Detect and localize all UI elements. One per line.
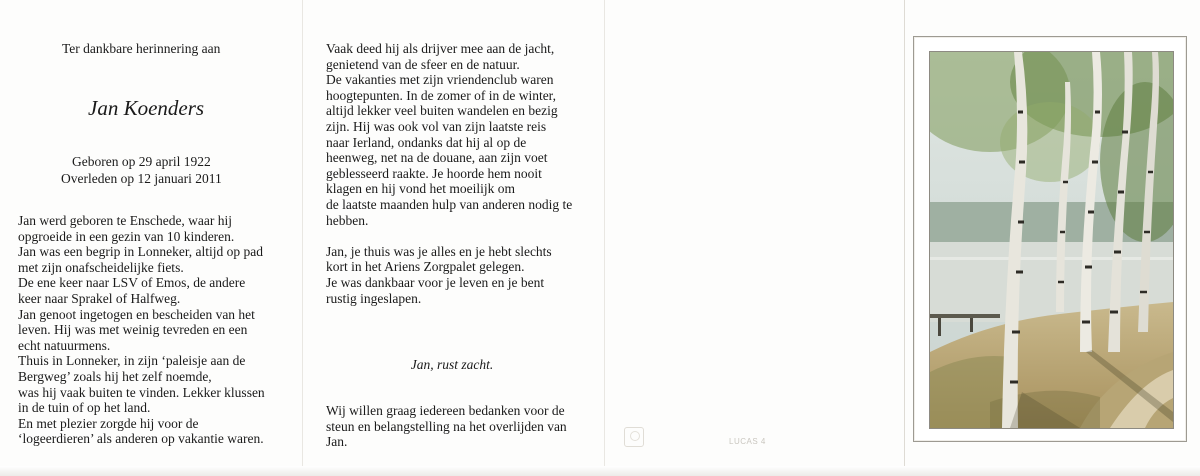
bio-line: De ene keer naar LSV of Emos, de andere — [18, 275, 246, 291]
story-line: Vaak deed hij als drijver mee aan de jacht, — [326, 41, 555, 56]
bio-line: opgroeide in een gezin van 10 kinderen. — [18, 228, 235, 244]
rest-in-peace-line: Jan, rust zacht. — [410, 357, 494, 372]
bio-line: En met plezier zorgde hij voor de — [18, 415, 199, 431]
story-line: altijd lekker veel buiten wandelen en bezig — [326, 103, 558, 119]
bio-line: keer naar Sprakel of Halfweg. — [18, 290, 181, 306]
story-line: geblesseerd raakte. Je hoorde hem nooit — [326, 165, 542, 181]
bio-line: Bergweg’ zoals hij het zelf noemde, — [18, 368, 212, 384]
intro-text: Ter dankbare herinnering aan — [62, 41, 221, 56]
story-text — [326, 41, 596, 306]
story-line: heenweg, net na de douane, aan zijn voet — [326, 150, 548, 166]
bio-line: echt natuurmens. — [18, 337, 111, 353]
bio-line: met zijn onafscheidelijke fiets. — [18, 259, 184, 275]
bio-line: Jan was een begrip in Lonneker, altijd op pad — [18, 244, 264, 260]
bio-line: Thuis in Lonneker, in zijn ‘paleisje aan de — [18, 353, 246, 369]
card-edge — [0, 466, 1200, 476]
closing-line: Jan, je thuis was je alles en je hebt slechts — [326, 243, 552, 259]
death-date: Overleden op 12 januari 2011 — [61, 171, 222, 186]
bio-line: in de tuin of op het land. — [18, 400, 151, 416]
birch-trees-image — [930, 52, 1173, 428]
bio-line: Jan genoot ingetogen en bescheiden van het — [18, 306, 255, 322]
closing-line: rustig ingeslapen. — [326, 290, 422, 306]
paragraph-gap — [326, 228, 596, 244]
story-line: de laatste maanden hulp van anderen nodig te — [326, 196, 573, 212]
biography — [18, 213, 298, 447]
thanks-line: Jan. — [326, 434, 348, 450]
story-line: De vakanties met zijn vriendenclub waren — [326, 72, 554, 88]
birth-date: Geboren op 29 april 1922 — [71, 154, 211, 169]
story-line: klagen en hij vond het moeilijk om — [326, 181, 515, 197]
thanks-line: Wij willen graag iedereen bedanken voor de — [326, 403, 565, 418]
story-line: hoogtepunten. In de zomer of in de winter, — [326, 87, 557, 103]
story-line: zijn. Hij was ook vol van zijn laatste reis — [326, 118, 547, 134]
printer-logo-icon — [624, 427, 644, 447]
closing-line: kort in het Ariens Zorgpalet gelegen. — [326, 259, 525, 275]
story-line: naar Ierland, ondanks dat hij al op de — [326, 134, 527, 150]
story-line: hebben. — [326, 212, 369, 228]
story-line: genietend van de sfeer en de natuur. — [326, 56, 520, 72]
bio-line: was hij vaak buiten te vinden. Lekker klussen — [18, 384, 265, 400]
card-code: LUCAS 4 — [729, 437, 766, 446]
thanks-text — [326, 403, 596, 450]
bio-line: Jan werd geboren te Enschede, waar hij — [18, 213, 233, 228]
closing-line: Je was dankbaar voor je leven en je bent — [326, 274, 545, 290]
bio-line: leven. Hij was met weinig tevreden en een — [18, 322, 248, 338]
life-dates — [61, 153, 222, 187]
deceased-name: Jan Koenders — [88, 96, 205, 120]
fold-line — [302, 0, 303, 476]
thanks-line: steun en belangstelling na het overlijden van — [326, 418, 567, 434]
fold-line — [904, 0, 905, 476]
bio-line: ‘logeerdieren’ als anderen op vakantie waren. — [18, 431, 264, 447]
fold-line — [604, 0, 605, 476]
birch-lake-photo — [929, 51, 1174, 429]
photo-frame — [913, 36, 1187, 442]
